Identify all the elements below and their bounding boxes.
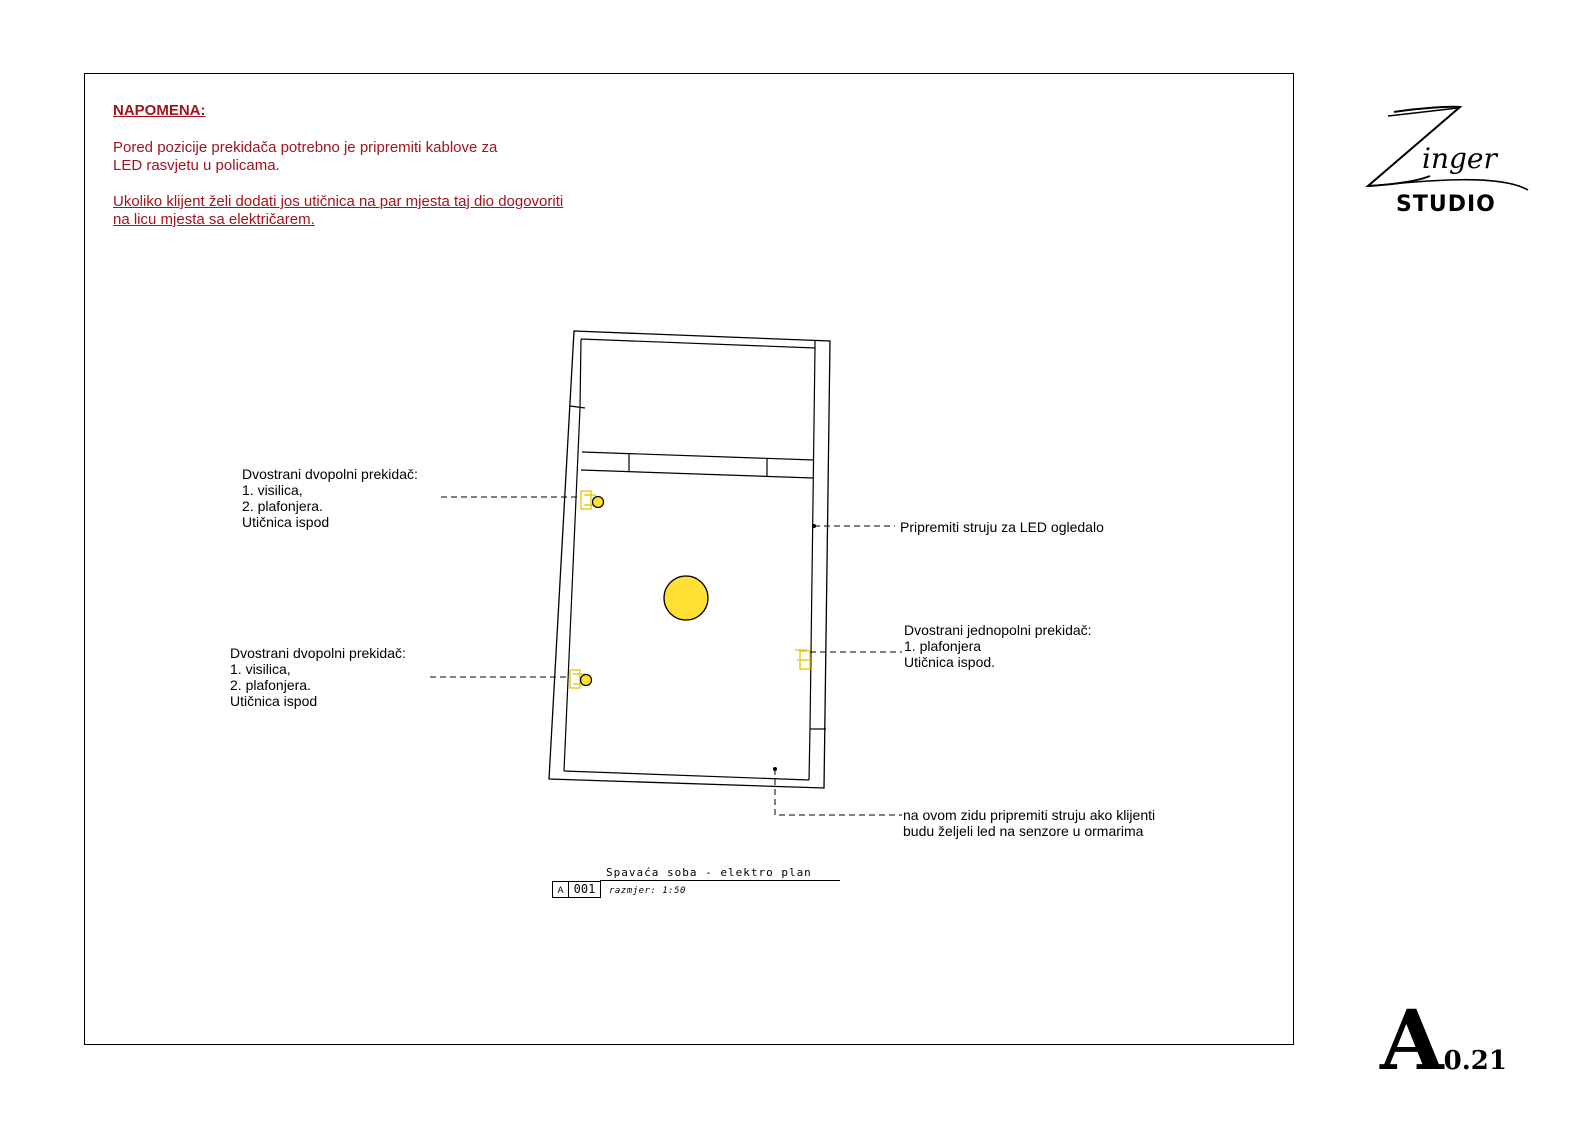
logo-studio-text: STUDIO (1396, 192, 1496, 217)
callout-switch-top-line4: Utičnica ispod (242, 514, 330, 530)
note-p1-line2: LED rasvjetu u policama. (113, 157, 280, 174)
callout-switch-top (242, 466, 418, 530)
page-code-number: 0.21 (1443, 1046, 1507, 1076)
callout-switch-bottom-line1: Dvostrani dvopolni prekidač: (230, 645, 406, 661)
room-inner-bottom-wall (564, 771, 809, 780)
ref-number-box: 001 (569, 881, 601, 898)
socket-dot-top-left (593, 497, 604, 508)
note-p2-line2: na licu mjesta sa električarem. (113, 211, 315, 228)
wardrobe-line-top (582, 452, 814, 460)
callout-switch-right (904, 622, 1092, 670)
room-inner-top-wall (581, 339, 815, 348)
svg-text:inger: inger (1422, 142, 1497, 175)
callout-switch-top-line2: 1. visilica, (242, 482, 303, 498)
title-underline (600, 880, 840, 881)
callout-wall-sensor-line2: budu željeli led na senzore u ormarima (903, 823, 1144, 839)
callout-switch-bottom-line2: 1. visilica, (230, 661, 291, 677)
callout-led-mirror-line1: Pripremiti struju za LED ogledalo (900, 519, 1104, 535)
left-wall-step (570, 406, 585, 408)
logo-script-mark (1360, 100, 1535, 195)
note-p2-line1: Ukoliko klijent želi dodati jos utičnica na par mjesta taj dio dogovoriti (113, 193, 564, 210)
ref-letter-box: A (552, 881, 569, 898)
callout-switch-bottom (230, 645, 406, 709)
zinger-studio-logo (1360, 100, 1535, 225)
drawing-scale: razmjer: 1:50 (609, 886, 686, 896)
callout-wall-sensor-line1: na ovom zidu pripremiti struju ako klijenti (903, 807, 1156, 823)
callout-switch-right-line1: Dvostrani jednopolni prekidač: (904, 622, 1092, 638)
callout-wall-sensor (903, 807, 1155, 839)
socket-dot-bottom-left (581, 675, 592, 686)
title-block (552, 866, 842, 906)
page-code (1380, 993, 1507, 1089)
room-outer-wall (549, 331, 830, 788)
callout-switch-top-line1: Dvostrani dvopolni prekidač: (242, 466, 418, 482)
drawing-title: Spavaća soba - elektro plan (606, 866, 812, 879)
note-title: NAPOMENA: (113, 102, 206, 119)
right-wall-lower (809, 729, 810, 780)
note-p1-line1: Pored pozicije prekidača potrebno je pripremiti kablove za (113, 139, 498, 156)
callout-switch-bottom-line4: Utičnica ispod (230, 693, 318, 709)
switch-symbol-right (795, 650, 810, 669)
leader-wall-sensor (775, 769, 902, 815)
room-inner-right-wall (810, 341, 815, 729)
room-inner-left-wall (564, 339, 581, 771)
ceiling-light-fixture (664, 576, 708, 620)
callout-switch-right-line3: Utičnica ispod. (904, 654, 996, 670)
page-code-letter: A (1380, 993, 1444, 1089)
callout-switch-bottom-line3: 2. plafonjera. (230, 677, 311, 693)
callout-switch-top-line3: 2. plafonjera. (242, 498, 323, 514)
callout-switch-right-line2: 1. plafonjera (904, 638, 982, 654)
callout-led-mirror (900, 519, 1104, 535)
wardrobe-line-bottom (581, 470, 813, 478)
